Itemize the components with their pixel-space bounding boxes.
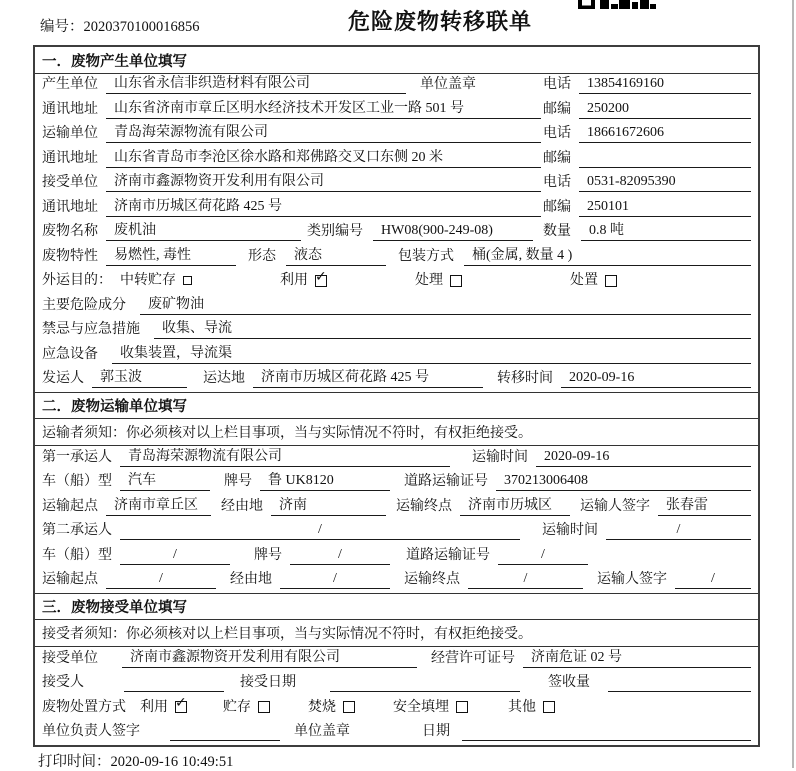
field-label: 类别编号 — [307, 224, 363, 240]
form-row — [35, 471, 758, 495]
checkbox-checked — [175, 695, 187, 713]
field-label: 运输人签字 — [580, 498, 650, 514]
check-mark-icon: ✓ — [175, 695, 187, 712]
field-value: / — [675, 570, 751, 589]
form-row — [35, 495, 758, 519]
field-value: / — [120, 521, 520, 540]
page-title: 危险废物转移联单 — [347, 9, 532, 34]
form-row — [35, 319, 758, 343]
section-title: 一．废物产生单位填写 — [42, 53, 187, 70]
field-label: 通讯地址 — [42, 101, 98, 117]
field-label: 外运目的： — [42, 273, 112, 289]
section-title: 二．废物运输单位填写 — [42, 399, 187, 416]
field-label: 废物处置方式 — [42, 699, 126, 715]
field-value: / — [468, 570, 583, 589]
field-label: 车（船）型 — [42, 474, 112, 490]
field-value: 易燃性, 毒性 — [106, 247, 236, 266]
checkbox-label: 焚烧 — [308, 699, 336, 715]
checkbox-label: 利用 — [280, 273, 308, 289]
field-value: 桶(金属, 数量 4 ) — [464, 247, 751, 266]
checkbox-group — [308, 698, 355, 717]
field-label: 通讯地址 — [42, 150, 98, 166]
field-label: 运输人签字 — [597, 572, 667, 588]
field-value — [608, 673, 751, 692]
checkbox-group — [393, 698, 468, 717]
field-value: / — [606, 521, 751, 540]
field-label: 第二承运人 — [42, 523, 112, 539]
field-value: / — [120, 546, 230, 565]
serial-line — [40, 15, 200, 36]
field-label: 道路运输证号 — [406, 547, 490, 563]
field-value: 液态 — [286, 247, 386, 266]
field-label: 接受单位 — [42, 650, 98, 666]
field-label: 接受人 — [42, 675, 84, 691]
form-row — [35, 520, 758, 544]
form-row — [35, 446, 758, 470]
field-value — [462, 722, 751, 741]
field-label: 运输终点 — [396, 498, 452, 514]
checkbox — [605, 275, 617, 287]
field-value: 废矿物油 — [140, 296, 751, 315]
field-label: 牌号 — [254, 547, 282, 563]
field-value: 收集、导流 — [154, 320, 751, 339]
field-label: 单位盖章 — [294, 724, 350, 740]
checkbox-group — [508, 698, 555, 717]
field-value — [579, 149, 751, 168]
form-row — [35, 294, 758, 318]
field-value: 250101 — [579, 198, 751, 217]
notice-text: 接受者须知：你必须核对以上栏目事项，当与实际情况不符时，有权拒绝接受。 — [42, 627, 532, 643]
print-time-label: 打印时间： — [38, 754, 111, 770]
field-label: 转移时间 — [497, 371, 553, 387]
form-row — [35, 74, 758, 98]
field-label: 道路运输证号 — [404, 474, 488, 490]
field-label: 形态 — [248, 248, 276, 264]
checkbox — [183, 276, 192, 285]
field-value: 18661672606 — [579, 124, 751, 143]
field-value — [124, 673, 224, 692]
notice-text: 运输者须知：你必须核对以上栏目事项，当与实际情况不符时，有权拒绝接受。 — [42, 426, 532, 442]
form-row — [35, 172, 758, 196]
field-value: 2020-09-16 — [536, 448, 751, 467]
field-value: / — [106, 570, 216, 589]
field-label: 经营许可证号 — [431, 650, 515, 666]
field-label: 运输起点 — [42, 572, 98, 588]
form-row — [35, 343, 758, 367]
field-value: 郭玉波 — [92, 369, 187, 388]
field-label: 接受日期 — [240, 675, 296, 691]
field-value: 济南 — [271, 497, 386, 516]
field-label: 运达地 — [203, 371, 245, 387]
field-label: 废物特性 — [42, 248, 98, 264]
checkbox-label: 贮存 — [223, 699, 251, 715]
field-label: 应急设备 — [42, 346, 98, 362]
field-value: 2020-09-16 — [561, 369, 751, 388]
field-value: 青岛海荣源物流有限公司 — [106, 124, 541, 143]
field-label: 邮编 — [543, 199, 571, 215]
page-edge-line — [792, 0, 794, 768]
form-row — [35, 270, 758, 294]
notice-row — [35, 419, 758, 446]
checkbox — [456, 701, 468, 713]
field-label: 通讯地址 — [42, 199, 98, 215]
serial-number: 2020370100016856 — [83, 19, 200, 35]
checkbox — [450, 275, 462, 287]
qr-code-fragment — [578, 0, 656, 9]
checkbox-group — [415, 271, 462, 290]
form-row — [35, 245, 758, 269]
checkbox-label: 其他 — [508, 699, 536, 715]
checkbox-checked — [315, 268, 327, 287]
field-value: / — [498, 546, 588, 565]
form-row — [35, 569, 758, 593]
field-label: 禁忌与应急措施 — [42, 322, 140, 338]
field-value: 鲁 UK8120 — [260, 472, 390, 491]
field-label: 第一承运人 — [42, 449, 112, 465]
field-value: 济南市历城区 — [460, 497, 570, 516]
field-value: 济南市章丘区 — [106, 497, 211, 516]
checkbox-label: 利用 — [140, 699, 168, 715]
field-value: 13854169160 — [579, 75, 751, 94]
field-label: 日期 — [422, 724, 450, 740]
field-label: 经由地 — [221, 498, 263, 514]
field-value: 废机油 — [106, 222, 301, 241]
field-value: 济南危证 02 号 — [523, 649, 751, 668]
checkbox-group — [140, 695, 187, 717]
checkbox-label: 中转贮存 — [120, 273, 176, 289]
field-label: 签收量 — [548, 675, 590, 691]
form-row — [35, 544, 758, 568]
field-label: 发运人 — [42, 371, 84, 387]
field-label: 包装方式 — [398, 248, 454, 264]
field-value — [170, 722, 280, 741]
form-row — [35, 672, 758, 696]
field-value: / — [290, 546, 390, 565]
field-label: 废物名称 — [42, 224, 98, 240]
checkbox — [343, 701, 355, 713]
field-value: 汽车 — [120, 472, 210, 491]
field-value: 张春雷 — [658, 497, 751, 516]
form-row — [35, 196, 758, 220]
form-row — [35, 147, 758, 171]
section-header — [35, 392, 758, 419]
section-header — [35, 593, 758, 620]
form-row — [35, 721, 758, 745]
form-row — [35, 368, 758, 392]
form-row — [35, 98, 758, 122]
field-value: 0531-82095390 — [579, 173, 751, 192]
field-label: 运输时间 — [472, 449, 528, 465]
field-value: 370213006408 — [496, 472, 751, 491]
field-value: 济南市鑫源物资开发利用有限公司 — [106, 173, 541, 192]
field-value: 山东省永信非织造材料有限公司 — [106, 75, 406, 94]
checkbox — [258, 701, 270, 713]
field-value: / — [280, 570, 390, 589]
print-time-value: 2020-09-16 10:49:51 — [110, 754, 234, 770]
field-label: 主要危险成分 — [42, 297, 126, 313]
manifest-form — [33, 45, 760, 747]
field-value: 济南市历城区荷花路 425 号 — [106, 198, 541, 217]
checkbox — [543, 701, 555, 713]
field-value: 0.8 吨 — [581, 222, 751, 241]
field-label: 接受单位 — [42, 175, 98, 191]
checkbox-group — [570, 271, 617, 290]
field-label: 邮编 — [543, 150, 571, 166]
field-label: 单位负责人签字 — [42, 724, 140, 740]
field-label: 邮编 — [543, 101, 571, 117]
field-value — [330, 673, 520, 692]
field-value: HW08(900-249-08) — [373, 222, 533, 241]
field-label: 牌号 — [224, 474, 252, 490]
field-value: 济南市鑫源物资开发利用有限公司 — [122, 649, 417, 668]
field-value: 济南市历城区荷花路 425 号 — [253, 369, 483, 388]
field-value: 收集装置，导流渠 — [112, 345, 751, 364]
form-row — [35, 221, 758, 245]
form-row — [35, 696, 758, 720]
form-row — [35, 647, 758, 671]
checkbox-group — [120, 271, 192, 290]
checkbox-group — [280, 268, 327, 290]
field-value: 250200 — [579, 100, 751, 119]
serial-label: 编号： — [40, 19, 84, 35]
form-row — [35, 123, 758, 147]
field-label: 经由地 — [230, 572, 272, 588]
field-label: 单位盖章 — [420, 77, 476, 93]
notice-row — [35, 620, 758, 647]
field-label: 运输时间 — [542, 523, 598, 539]
field-label: 车（船）型 — [42, 547, 112, 563]
field-label: 数量 — [543, 224, 571, 240]
section-header — [35, 47, 758, 74]
field-label: 产生单位 — [42, 77, 98, 93]
field-value: 山东省青岛市李沧区徐水路和郑佛路交叉口东侧 20 米 — [106, 149, 541, 168]
checkbox-label: 安全填埋 — [393, 699, 449, 715]
field-label: 电话 — [543, 175, 571, 191]
check-mark-icon: ✓ — [315, 268, 327, 285]
checkbox-label: 处置 — [570, 273, 598, 289]
field-value: 山东省济南市章丘区明水经济技术开发区工业一路 501 号 — [106, 100, 541, 119]
field-label: 电话 — [543, 126, 571, 142]
field-label: 运输起点 — [42, 498, 98, 514]
checkbox-group — [223, 698, 270, 717]
field-label: 电话 — [543, 77, 571, 93]
checkbox-label: 处理 — [415, 273, 443, 289]
field-label: 运输终点 — [404, 572, 460, 588]
field-label: 运输单位 — [42, 126, 98, 142]
section-title: 三．废物接受单位填写 — [42, 600, 187, 617]
field-value: 青岛海荣源物流有限公司 — [120, 448, 450, 467]
